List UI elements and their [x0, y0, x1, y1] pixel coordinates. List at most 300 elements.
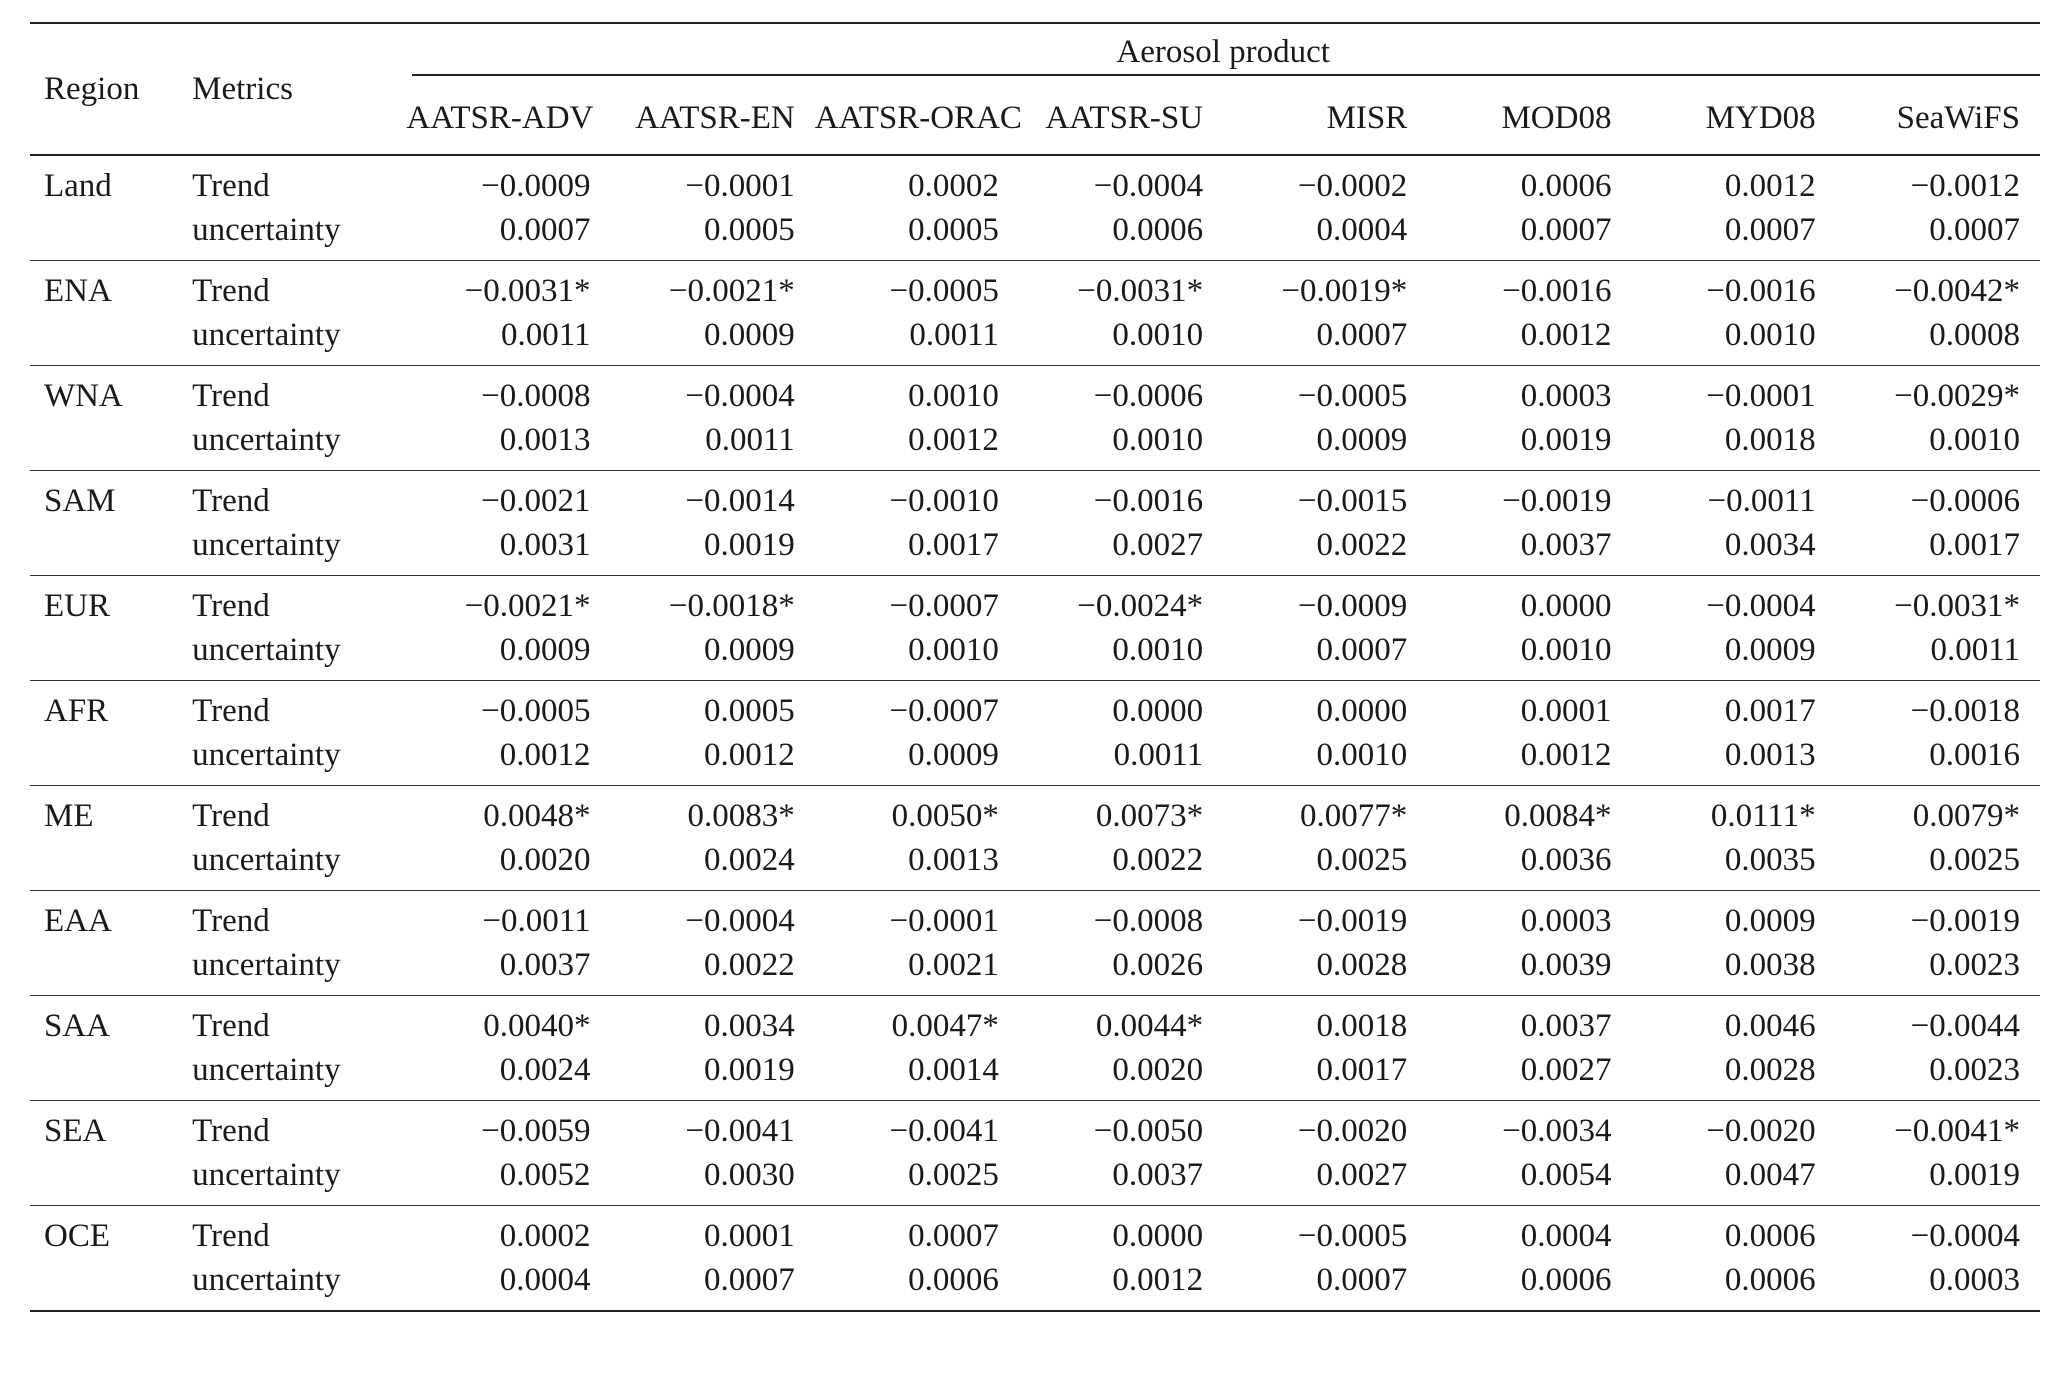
metrics-cell — [178, 891, 406, 996]
trend-value: −0.0042* — [1894, 273, 2020, 309]
trend-value: −0.0001 — [1706, 378, 1816, 414]
value-cell — [611, 681, 815, 786]
trend-value: 0.0009 — [1724, 903, 1816, 939]
value-cell — [406, 1101, 610, 1206]
value-cell — [611, 891, 815, 996]
value-cell — [1223, 471, 1427, 576]
value-cell — [611, 996, 815, 1101]
metrics-cell — [178, 576, 406, 681]
trend-value: 0.0010 — [908, 378, 999, 414]
table-row — [30, 155, 2040, 261]
uncertainty-value: 0.0009 — [499, 632, 591, 668]
uncertainty-value: 0.0003 — [1929, 1262, 2020, 1298]
uncertainty-value: 0.0013 — [1724, 737, 1816, 773]
value-cell — [1836, 891, 2040, 996]
uncertainty-value: 0.0007 — [703, 1262, 795, 1298]
trend-value: 0.0007 — [908, 1218, 999, 1254]
trend-value: −0.0019 — [1297, 903, 1408, 939]
uncertainty-value: 0.0009 — [703, 632, 795, 668]
uncertainty-value: 0.0004 — [499, 1262, 591, 1298]
metric-uncertainty-label: uncertainty — [192, 842, 341, 878]
metric-uncertainty-label: uncertainty — [192, 1157, 341, 1193]
region-cell: AFR — [30, 681, 178, 786]
value-cell — [611, 366, 815, 471]
value-cell — [406, 681, 610, 786]
value-cell — [1223, 366, 1427, 471]
uncertainty-value: 0.0009 — [908, 737, 999, 773]
uncertainty-value: 0.0022 — [1316, 527, 1408, 563]
metric-trend-label: Trend — [192, 1113, 270, 1149]
uncertainty-value: 0.0010 — [1724, 317, 1816, 353]
value-cell — [611, 576, 815, 681]
value-cell — [1019, 681, 1223, 786]
region-cell: ENA — [30, 261, 178, 366]
metric-trend-label: Trend — [192, 588, 270, 624]
uncertainty-value: 0.0027 — [1316, 1157, 1408, 1193]
value-cell — [611, 786, 815, 891]
value-cell — [815, 786, 1019, 891]
trend-value: −0.0018 — [1910, 693, 2020, 729]
trend-value: −0.0005 — [1297, 1218, 1408, 1254]
uncertainty-value: 0.0004 — [1316, 212, 1408, 248]
trend-value: −0.0019* — [1281, 273, 1408, 309]
uncertainty-value: 0.0011 — [1113, 737, 1204, 773]
uncertainty-value: 0.0017 — [1929, 527, 2020, 563]
value-cell — [1631, 261, 1835, 366]
uncertainty-value: 0.0007 — [1520, 212, 1612, 248]
trend-value: 0.0046 — [1724, 1008, 1816, 1044]
trend-value: −0.0031* — [464, 273, 591, 309]
value-cell — [1019, 1206, 1223, 1312]
table-row — [30, 471, 2040, 576]
value-cell — [611, 471, 815, 576]
trend-value: −0.0016 — [1706, 273, 1816, 309]
metrics-cell — [178, 1101, 406, 1206]
column-header-aatsr-adv: AATSR-ADV — [406, 82, 610, 155]
uncertainty-value: 0.0024 — [703, 842, 795, 878]
trend-value: −0.0019 — [1910, 903, 2020, 939]
trend-value: 0.0044* — [1095, 1008, 1204, 1044]
uncertainty-value: 0.0031 — [499, 527, 591, 563]
uncertainty-value: 0.0019 — [1520, 422, 1612, 458]
value-cell — [1836, 155, 2040, 261]
value-cell — [611, 1101, 815, 1206]
uncertainty-value: 0.0010 — [1929, 422, 2020, 458]
trend-value: 0.0073* — [1095, 798, 1204, 834]
metric-trend-label: Trend — [192, 798, 270, 834]
value-cell — [815, 261, 1019, 366]
uncertainty-value: 0.0019 — [703, 1052, 795, 1088]
uncertainty-value: 0.0037 — [1112, 1157, 1204, 1193]
trend-value: −0.0014 — [685, 483, 795, 519]
value-cell — [1427, 996, 1631, 1101]
value-cell — [1631, 1101, 1835, 1206]
uncertainty-value: 0.0034 — [1724, 527, 1816, 563]
aerosol-product-label: Aerosol product — [1116, 34, 1330, 70]
trend-value: 0.0000 — [1112, 693, 1204, 729]
uncertainty-value: 0.0022 — [703, 947, 795, 983]
table-row — [30, 366, 2040, 471]
value-cell — [815, 1206, 1019, 1312]
trend-value: −0.0034 — [1502, 1113, 1612, 1149]
value-cell — [1223, 681, 1427, 786]
trend-value: 0.0083* — [687, 798, 795, 834]
trend-value: 0.0111* — [1710, 798, 1816, 834]
uncertainty-value: 0.0025 — [1929, 842, 2020, 878]
column-header-misr: MISR — [1223, 82, 1427, 155]
trend-value: −0.0002 — [1297, 168, 1408, 204]
region-cell: SAA — [30, 996, 178, 1101]
trend-value: 0.0017 — [1724, 693, 1816, 729]
trend-value: −0.0024* — [1077, 588, 1204, 624]
uncertainty-value: 0.0028 — [1316, 947, 1408, 983]
metric-uncertainty-label: uncertainty — [192, 317, 341, 353]
region-cell: EAA — [30, 891, 178, 996]
trend-value: −0.0021 — [481, 483, 591, 519]
uncertainty-value: 0.0012 — [908, 422, 999, 458]
trend-value: 0.0048* — [483, 798, 591, 834]
table-body — [30, 155, 2040, 1311]
metric-trend-label: Trend — [192, 168, 270, 204]
trend-value: −0.0059 — [481, 1113, 591, 1149]
trend-value: 0.0001 — [703, 1218, 795, 1254]
value-cell — [1019, 471, 1223, 576]
uncertainty-value: 0.0026 — [1112, 947, 1204, 983]
trend-table-container — [30, 22, 2040, 1312]
value-cell — [611, 261, 815, 366]
trend-value: −0.0018* — [668, 588, 795, 624]
value-cell — [1836, 681, 2040, 786]
uncertainty-value: 0.0006 — [1520, 1262, 1612, 1298]
trend-value: 0.0000 — [1316, 693, 1408, 729]
uncertainty-value: 0.0030 — [703, 1157, 795, 1193]
value-cell — [1223, 891, 1427, 996]
metrics-cell — [178, 471, 406, 576]
value-cell — [1836, 576, 2040, 681]
uncertainty-value: 0.0014 — [908, 1052, 999, 1088]
metrics-cell — [178, 786, 406, 891]
uncertainty-value: 0.0023 — [1929, 1052, 2020, 1088]
trend-value: −0.0031* — [1894, 588, 2020, 624]
trend-value: 0.0003 — [1520, 378, 1612, 414]
value-cell — [1223, 996, 1427, 1101]
value-cell — [406, 261, 610, 366]
table-row — [30, 576, 2040, 681]
trend-value: 0.0050* — [891, 798, 999, 834]
value-cell — [1631, 471, 1835, 576]
value-cell — [1019, 996, 1223, 1101]
column-header-aatsr-orac: AATSR-ORAC — [815, 82, 1019, 155]
value-cell — [815, 155, 1019, 261]
uncertainty-value: 0.0011 — [1930, 632, 2020, 668]
value-cell — [1631, 155, 1835, 261]
trend-value: 0.0012 — [1724, 168, 1816, 204]
uncertainty-value: 0.0017 — [908, 527, 999, 563]
trend-value: −0.0021* — [464, 588, 591, 624]
value-cell — [1019, 366, 1223, 471]
value-cell — [406, 155, 610, 261]
uncertainty-value: 0.0010 — [1520, 632, 1612, 668]
uncertainty-value: 0.0024 — [499, 1052, 591, 1088]
trend-value: −0.0001 — [685, 168, 795, 204]
uncertainty-value: 0.0013 — [908, 842, 999, 878]
metrics-header: Metrics — [178, 23, 406, 155]
uncertainty-value: 0.0027 — [1112, 527, 1204, 563]
trend-value: −0.0005 — [481, 693, 591, 729]
table-row — [30, 1206, 2040, 1312]
uncertainty-value: 0.0038 — [1724, 947, 1816, 983]
region-cell: WNA — [30, 366, 178, 471]
uncertainty-value: 0.0006 — [1724, 1262, 1816, 1298]
uncertainty-value: 0.0012 — [703, 737, 795, 773]
trend-value: 0.0084* — [1504, 798, 1612, 834]
uncertainty-value: 0.0011 — [909, 317, 999, 353]
trend-value: 0.0034 — [703, 1008, 795, 1044]
value-cell — [815, 681, 1019, 786]
uncertainty-value: 0.0047 — [1724, 1157, 1816, 1193]
value-cell — [815, 891, 1019, 996]
value-cell — [1427, 576, 1631, 681]
trend-value: −0.0006 — [1093, 378, 1204, 414]
uncertainty-value: 0.0036 — [1520, 842, 1612, 878]
value-cell — [1019, 261, 1223, 366]
uncertainty-value: 0.0021 — [908, 947, 999, 983]
aerosol-trend-table — [30, 22, 2040, 1312]
metrics-cell — [178, 155, 406, 261]
uncertainty-value: 0.0028 — [1724, 1052, 1816, 1088]
value-cell — [406, 366, 610, 471]
value-cell — [1223, 261, 1427, 366]
value-cell — [1019, 155, 1223, 261]
trend-value: −0.0007 — [889, 588, 999, 624]
uncertainty-value: 0.0052 — [499, 1157, 591, 1193]
uncertainty-value: 0.0039 — [1520, 947, 1612, 983]
region-cell: SEA — [30, 1101, 178, 1206]
uncertainty-value: 0.0018 — [1724, 422, 1816, 458]
uncertainty-value: 0.0012 — [1520, 737, 1612, 773]
trend-value: 0.0040* — [483, 1008, 591, 1044]
table-row — [30, 1101, 2040, 1206]
uncertainty-value: 0.0011 — [705, 422, 795, 458]
trend-value: −0.0010 — [889, 483, 999, 519]
value-cell — [611, 1206, 815, 1312]
trend-value: −0.0016 — [1502, 273, 1612, 309]
value-cell — [406, 891, 610, 996]
uncertainty-value: 0.0006 — [908, 1262, 999, 1298]
value-cell — [406, 576, 610, 681]
trend-value: −0.0020 — [1297, 1113, 1408, 1149]
trend-value: −0.0016 — [1093, 483, 1204, 519]
value-cell — [406, 786, 610, 891]
trend-value: −0.0020 — [1706, 1113, 1816, 1149]
uncertainty-value: 0.0012 — [1520, 317, 1612, 353]
column-header-mod08: MOD08 — [1427, 82, 1631, 155]
metrics-cell — [178, 996, 406, 1101]
value-cell — [1836, 261, 2040, 366]
table-header — [30, 23, 2040, 155]
trend-value: −0.0011 — [482, 903, 591, 939]
value-cell — [1223, 1206, 1427, 1312]
value-cell — [406, 1206, 610, 1312]
trend-value: −0.0007 — [889, 693, 999, 729]
metric-trend-label: Trend — [192, 903, 270, 939]
value-cell — [1631, 891, 1835, 996]
uncertainty-value: 0.0007 — [1316, 317, 1408, 353]
uncertainty-value: 0.0009 — [1724, 632, 1816, 668]
metric-trend-label: Trend — [192, 693, 270, 729]
value-cell — [1631, 1206, 1835, 1312]
trend-value: 0.0000 — [1520, 588, 1612, 624]
region-header: Region — [30, 23, 178, 155]
trend-value: −0.0011 — [1707, 483, 1816, 519]
trend-value: −0.0015 — [1297, 483, 1408, 519]
trend-value: −0.0009 — [1297, 588, 1408, 624]
value-cell — [1836, 786, 2040, 891]
trend-value: −0.0044 — [1910, 1008, 2020, 1044]
value-cell — [1427, 681, 1631, 786]
metric-trend-label: Trend — [192, 1218, 270, 1254]
trend-value: 0.0000 — [1112, 1218, 1204, 1254]
value-cell — [611, 155, 815, 261]
uncertainty-value: 0.0009 — [1316, 422, 1408, 458]
uncertainty-value: 0.0007 — [499, 212, 591, 248]
value-cell — [1019, 891, 1223, 996]
uncertainty-value: 0.0016 — [1929, 737, 2020, 773]
metric-trend-label: Trend — [192, 273, 270, 309]
aerosol-product-header — [406, 23, 2040, 82]
value-cell — [1836, 996, 2040, 1101]
table-row — [30, 786, 2040, 891]
value-cell — [1836, 471, 2040, 576]
value-cell — [815, 996, 1019, 1101]
value-cell — [1427, 471, 1631, 576]
trend-value: −0.0019 — [1502, 483, 1612, 519]
uncertainty-value: 0.0022 — [1112, 842, 1204, 878]
table-row — [30, 996, 2040, 1101]
trend-value: −0.0008 — [481, 378, 591, 414]
table-row — [30, 681, 2040, 786]
metric-trend-label: Trend — [192, 1008, 270, 1044]
value-cell — [815, 366, 1019, 471]
trend-value: 0.0002 — [499, 1218, 591, 1254]
column-header-aatsr-su: AATSR-SU — [1019, 82, 1223, 155]
value-cell — [1631, 996, 1835, 1101]
value-cell — [1427, 891, 1631, 996]
uncertainty-value: 0.0019 — [1929, 1157, 2020, 1193]
value-cell — [1019, 1101, 1223, 1206]
metric-uncertainty-label: uncertainty — [192, 527, 341, 563]
trend-value: −0.0005 — [1297, 378, 1408, 414]
uncertainty-value: 0.0007 — [1316, 632, 1408, 668]
trend-value: 0.0003 — [1520, 903, 1612, 939]
uncertainty-value: 0.0011 — [501, 317, 591, 353]
region-cell: SAM — [30, 471, 178, 576]
metric-uncertainty-label: uncertainty — [192, 947, 341, 983]
region-cell: ME — [30, 786, 178, 891]
value-cell — [1019, 786, 1223, 891]
value-cell — [1631, 366, 1835, 471]
trend-value: −0.0041 — [685, 1113, 795, 1149]
trend-value: −0.0012 — [1910, 168, 2020, 204]
uncertainty-value: 0.0005 — [908, 212, 999, 248]
metric-uncertainty-label: uncertainty — [192, 212, 341, 248]
trend-value: −0.0050 — [1093, 1113, 1204, 1149]
trend-value: −0.0008 — [1093, 903, 1204, 939]
metrics-cell — [178, 1206, 406, 1312]
value-cell — [406, 996, 610, 1101]
trend-value: −0.0004 — [685, 903, 795, 939]
value-cell — [1427, 155, 1631, 261]
trend-value: −0.0006 — [1910, 483, 2020, 519]
value-cell — [1631, 576, 1835, 681]
trend-value: 0.0077* — [1300, 798, 1408, 834]
trend-value: 0.0018 — [1316, 1008, 1408, 1044]
trend-value: −0.0009 — [481, 168, 591, 204]
value-cell — [1836, 366, 2040, 471]
trend-value: −0.0031* — [1077, 273, 1204, 309]
trend-value: 0.0079* — [1912, 798, 2020, 834]
uncertainty-value: 0.0007 — [1929, 212, 2020, 248]
value-cell — [815, 471, 1019, 576]
trend-value: −0.0004 — [1706, 588, 1816, 624]
uncertainty-value: 0.0006 — [1112, 212, 1204, 248]
trend-value: −0.0004 — [1093, 168, 1204, 204]
trend-value: −0.0004 — [685, 378, 795, 414]
metric-uncertainty-label: uncertainty — [192, 1052, 341, 1088]
uncertainty-value: 0.0019 — [703, 527, 795, 563]
trend-value: −0.0001 — [889, 903, 999, 939]
uncertainty-value: 0.0010 — [1112, 632, 1204, 668]
trend-value: −0.0021* — [668, 273, 795, 309]
trend-value: 0.0004 — [1520, 1218, 1612, 1254]
value-cell — [1836, 1206, 2040, 1312]
value-cell — [1223, 1101, 1427, 1206]
uncertainty-value: 0.0010 — [1112, 317, 1204, 353]
region-cell: OCE — [30, 1206, 178, 1312]
uncertainty-value: 0.0010 — [1316, 737, 1408, 773]
group-underline — [412, 74, 2040, 76]
metric-uncertainty-label: uncertainty — [192, 1262, 341, 1298]
metric-trend-label: Trend — [192, 378, 270, 414]
region-cell: EUR — [30, 576, 178, 681]
value-cell — [1427, 1101, 1631, 1206]
uncertainty-value: 0.0009 — [703, 317, 795, 353]
trend-value: −0.0005 — [889, 273, 999, 309]
column-header-seawifs: SeaWiFS — [1836, 82, 2040, 155]
uncertainty-value: 0.0023 — [1929, 947, 2020, 983]
uncertainty-value: 0.0007 — [1316, 1262, 1408, 1298]
uncertainty-value: 0.0010 — [908, 632, 999, 668]
column-header-aatsr-en: AATSR-EN — [611, 82, 815, 155]
trend-value: −0.0004 — [1910, 1218, 2020, 1254]
trend-value: −0.0029* — [1894, 378, 2020, 414]
trend-value: 0.0006 — [1520, 168, 1612, 204]
value-cell — [1427, 366, 1631, 471]
uncertainty-value: 0.0013 — [499, 422, 591, 458]
uncertainty-value: 0.0025 — [908, 1157, 999, 1193]
metrics-cell — [178, 681, 406, 786]
value-cell — [1631, 786, 1835, 891]
uncertainty-value: 0.0010 — [1112, 422, 1204, 458]
metric-uncertainty-label: uncertainty — [192, 737, 341, 773]
value-cell — [406, 471, 610, 576]
trend-value: 0.0037 — [1520, 1008, 1612, 1044]
metrics-cell — [178, 261, 406, 366]
region-cell: Land — [30, 155, 178, 261]
uncertainty-value: 0.0037 — [499, 947, 591, 983]
value-cell — [1223, 786, 1427, 891]
metric-trend-label: Trend — [192, 483, 270, 519]
